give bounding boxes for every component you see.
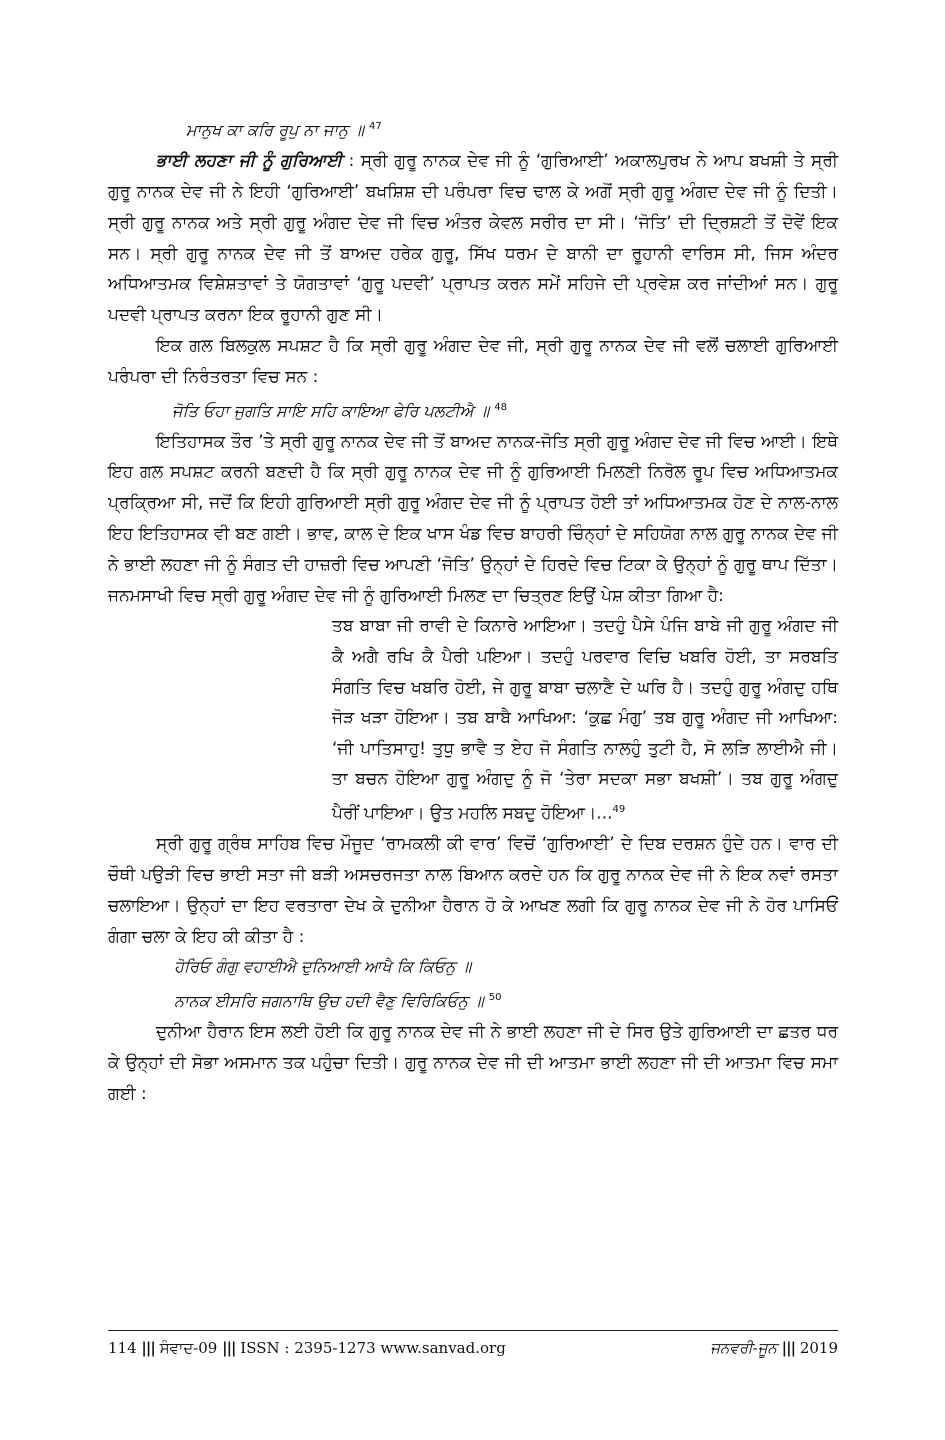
journal-name: ਸੰਵਾਦ-09 [159,1339,218,1357]
verse-text: ਮਾਨੁਖ ਕਾ ਕਰਿ ਰੂਪੁ ਨਾ ਜਾਨੁ ॥ [186,120,364,140]
verse-quote-47 [108,112,838,146]
footnote-ref: 50 [488,992,502,1004]
article-body [108,112,838,1110]
paragraph-guruship [108,146,838,331]
footer-right [710,1339,838,1357]
verse-line-1: ਹੋਰਿਓ ਗੰਗੁ ਵਹਾਈਐ ਦੁਨਿਆਈ ਆਖੈ ਕਿ ਕਿਓਨੁ ॥ [174,957,472,977]
paragraph-ramkali: ਸ੍ਰੀ ਗੁਰੂ ਗ੍ਰੰਥ ਸਾਹਿਬ ਵਿਚ ਮੌਜੂਦ ‘ਰਾਮਕਲੀ ਕੀ ਵਾਰ’ ਵਿਚੋਂ ‘ਗੁਰਿਆਈ’ ਦੇ ਦਿਬ ਦਰਸ਼ਨ ਹੁੰਦੇ ਹਨ। ਵਾਰ ਦੀ ਚੌਥੀ ਪਉੜੀ ਵਿਚ ਭਾਈ ਸਤਾ ਜੀ ਬੜੀ ਅਸਚਰਜਤਾ ਨਾਲ ਬਿਆਨ ਕਰਦੇ ਹਨ ਕਿ ਗੁਰੂ ਨਾਨਕ ਦੇਵ ਜੀ ਨੇ ਇਕ ਨਵਾਂ ਰਸਤਾ ਚਲਾਇਆ। ਉਨ੍ਹਾਂ ਦਾ ਇਹ ਵਰਤਾਰਾ ਦੇਖ ਕੇ ਦੁਨੀਆ ਹੈਰਾਨ ਹੋ ਕੇ ਆਖਣ ਲਗੀ ਕਿ ਗੁਰੂ ਨਾਨਕ ਦੇਵ ਜੀ ਨੇ ਹੋਰ ਪਾਸਿਓਂ ਗੰਗਾ ਚਲਾ ਕੇ ਇਹ ਕੀ ਕੀਤਾ ਹੈ : [108,834,838,947]
footer-divider [108,1330,838,1331]
paragraph-world-amazed: ਦੁਨੀਆ ਹੈਰਾਨ ਇਸ ਲਈ ਹੋਈ ਕਿ ਗੁਰੂ ਨਾਨਕ ਦੇਵ ਜੀ ਨੇ ਭਾਈ ਲਹਣਾ ਜੀ ਦੇ ਸਿਰ ਉਤੇ ਗੁਰਿਆਈ ਦਾ ਛਤਰ ਧਰ ਕੇ ਉਨ੍ਹਾਂ ਦੀ ਸੋਭਾ ਅਸਮਾਨ ਤਕ ਪਹੁੰਚਾ ਦਿਤੀ। ਗੁਰੂ ਨਾਨਕ ਦੇਵ ਜੀ ਦੀ ਆਤਮਾ ਭਾਈ ਲਹਣਾ ਜੀ ਦੀ ਆਤਮਾ ਵਿਚ ਸਮਾ ਗਈ : [108,1022,838,1104]
section-heading-inline: ਭਾਈ ਲਹਣਾ ਜੀ ਨੂੰ ਗੁਰਿਆਈ [156,151,343,172]
block-quote-text [332,611,838,829]
footer-left [108,1339,506,1357]
page-footer [108,1339,838,1357]
footnote-ref: 47 [368,121,382,132]
paragraph-historical: ਇਤਿਹਾਸਕ ਤੌਰ ’ਤੇ ਸ੍ਰੀ ਗੁਰੂ ਨਾਨਕ ਦੇਵ ਜੀ ਤੋਂ ਬਾਅਦ ਨਾਨਕ-ਜੋਤਿ ਸ੍ਰੀ ਗੁਰੂ ਅੰਗਦ ਦੇਵ ਜੀ ਵਿਚ ਆਈ। ਇਥੇ ਇਹ ਗਲ ਸਪਸ਼ਟ ਕਰਨੀ ਬਣਦੀ ਹੈ ਕਿ ਸ੍ਰੀ ਗੁਰੂ ਨਾਨਕ ਦੇਵ ਜੀ ਨੂੰ ਗੁਰਿਆਈ ਮਿਲਣੀ ਨਿਰੋਲ ਰੂਪ ਵਿਚ ਅਧਿਆਤਮਕ ਪ੍ਰਕ੍ਰਿਆ ਸੀ, ਜਦੋਂ ਕਿ ਇਹੀ ਗੁਰਿਆਈ ਸ੍ਰੀ ਗੁਰੂ ਅੰਗਦ ਦੇਵ ਜੀ ਨੂੰ ਪ੍ਰਾਪਤ ਹੋਈ ਤਾਂ ਅਧਿਆਤਮਕ ਹੋਣ ਦੇ ਨਾਲ-ਨਾਲ ਇਹ ਇਤਿਹਾਸਕ ਵੀ ਬਣ ਗਈ। ਭਾਵ, ਕਾਲ ਦੇ ਇਕ ਖਾਸ ਖੰਡ ਵਿਚ ਬਾਹਰੀ ਚਿੰਨ੍ਹਾਂ ਦੇ ਸਹਿਯੋਗ ਨਾਲ ਗੁਰੂ ਨਾਨਕ ਦੇਵ ਜੀ ਨੇ ਭਾਈ ਲਹਣਾ ਜੀ ਨੂੰ ਸੰਗਤ ਦੀ ਹਾਜ਼ਰੀ ਵਿਚ ਆਪਣੀ ‘ਜੋਤਿ’ ਉਨ੍ਹਾਂ ਦੇ ਹਿਰਦੇ ਵਿਚ ਟਿਕਾ ਕੇ ਉਨ੍ਹਾਂ ਨੂੰ ਗੁਰੂ ਥਾਪ ਦਿੱਤਾ। ਜਨਮਸਾਖੀ ਵਿਚ ਸ੍ਰੀ ਗੁਰੂ ਅੰਗਦ ਦੇਵ ਜੀ ਨੂੰ ਗੁਰਿਆਈ ਮਿਲਣ ਦਾ ਚਿਤ੍ਰਣ ਇਉਂ ਪੇਸ਼ ਕੀਤਾ ਗਿਆ ਹੈ: [108,431,838,606]
paragraph-text: : ਸ੍ਰੀ ਗੁਰੂ ਨਾਨਕ ਦੇਵ ਜੀ ਨੂੰ ‘ਗੁਰਿਆਈ’ ਅਕਾਲਪੁਰਖ ਨੇ ਆਪ ਬਖਸ਼ੀ ਤੇ ਸ੍ਰੀ ਗੁਰੂ ਨਾਨਕ ਦੇਵ ਜੀ ਨੇ ਇਹੀ ‘ਗੁਰਿਆਈ’ ਬਖਸ਼ਿਸ਼ ਦੀ ਪਰੰਪਰਾ ਵਿਚ ਢਾਲ ਕੇ ਅਗੋਂ ਸ੍ਰੀ ਗੁਰੂ ਅੰਗਦ ਦੇਵ ਜੀ ਨੂੰ ਦਿਤੀ। ਸ੍ਰੀ ਗੁਰੂ ਨਾਨਕ ਅਤੇ ਸ੍ਰੀ ਗੁਰੂ ਅੰਗਦ ਦੇਵ ਜੀ ਵਿਚ ਅੰਤਰ ਕੇਵਲ ਸਰੀਰ ਦਾ ਸੀ। ‘ਜੋਤਿ’ ਦੀ ਦ੍ਰਿਸ਼ਟੀ ਤੋਂ ਦੋਵੇਂ ਇਕ ਸਨ। ਸ੍ਰੀ ਗੁਰੂ ਨਾਨਕ ਦੇਵ ਜੀ ਤੋਂ ਬਾਅਦ ਹਰੇਕ ਗੁਰੂ, ਸਿੱਖ ਧਰਮ ਦੇ ਬਾਨੀ ਦਾ ਰੂਹਾਨੀ ਵਾਰਿਸ ਸੀ, ਜਿਸ ਅੰਦਰ ਅਧਿਆਤਮਕ ਵਿਸ਼ੇਸ਼ਤਾਵਾਂ ਤੇ ਯੋਗਤਾਵਾਂ ‘ਗੁਰੂ ਪਦਵੀ’ ਪ੍ਰਾਪਤ ਕਰਨ ਸਮੇਂ ਸਹਿਜੇ ਦੀ ਪ੍ਰਵੇਸ਼ ਕਰ ਜਾਂਦੀਆਂ ਸਨ। ਗੁਰੂ ਪਦਵੀ ਪ੍ਰਾਪਤ ਕਰਨਾ ਇਕ ਰੂਹਾਨੀ ਗੁਣ ਸੀ। [108,151,838,326]
verse-text: ਜੋਤਿ ਓਹਾ ਜੁਗਤਿ ਸਾਇ ਸਹਿ ਕਾਇਆ ਫੇਰਿ ਪਲਟੀਐ ॥ [172,400,490,420]
quote-text: ਤਬ ਬਾਬਾ ਜੀ ਰਾਵੀ ਦੇ ਕਿਨਾਰੇ ਆਇਆ। ਤਦਹੁੰ ਪੈਸੇ ਪੰਜਿ ਬਾਬੇ ਜੀ ਗੁਰੂ ਅੰਗਦ ਜੀ ਕੈ ਅਗੈ ਰਖਿ ਕੈ ਪੈਰੀ ਪਇਆ। ਤਦਹੁੰ ਪਰਵਾਰ ਵਿਚਿ ਖਬਰਿ ਹੋਈ, ਤਾ ਸਰਬਤਿ ਸੰਗਤਿ ਵਿਚ ਖਬਰਿ ਹੋਈ, ਜੇ ਗੁਰੂ ਬਾਬਾ ਚਲਾਣੈ ਦੇ ਘਰਿ ਹੈ। ਤਦਹੁੰ ਗੁਰੂ ਅੰਗਦੁ ਹਥਿ ਜੋੜ ਖੜਾ ਹੋਇਆ। ਤਬ ਬਾਬੈ ਆਖਿਆ: ‘ਕੁਛ ਮੰਗੁ’ ਤਬ ਗੁਰੂ ਅੰਗਦ ਜੀ ਆਖਿਆ: ‘ਜੀ ਪਾਤਿਸਾਹੁ! ਤੁਧੁ ਭਾਵੈ ਤ ਏਹ ਜੋ ਸੰਗਤਿ ਨਾਲਹੁੰ ਤੁਟੀ ਹੈ, ਸੋ ਲੜਿ ਲਾਈਐ ਜੀ। ਤਾ ਬਚਨ ਹੋਇਆ ਗੁਰੂ ਅੰਗਦੁ ਨੂੰ ਜੋ ‘ਤੇਰਾ ਸਦਕਾ ਸਭਾ ਬਖਸ਼ੀ’। ਤਬ ਗੁਰੂ ਅੰਗਦੁ ਪੈਰੀਂ ਪਾਇਆ। ਉਤ ਮਹਲਿ ਸਬਦੁ ਹੋਇਆ।... [332,616,838,824]
paragraph-continuity: ਇਕ ਗਲ ਬਿਲਕੁਲ ਸਪਸ਼ਟ ਹੈ ਕਿ ਸ੍ਰੀ ਗੁਰੂ ਅੰਗਦ ਦੇਵ ਜੀ, ਸ੍ਰੀ ਗੁਰੂ ਨਾਨਕ ਦੇਵ ਜੀ ਵਲੋਂ ਚਲਾਈ ਗੁਰਿਆਈ ਪਰੰਪਰਾ ਦੀ ਨਿਰੰਤਰਤਾ ਵਿਚ ਸਨ : [108,335,838,387]
issue-period: ਜਨਵਰੀ-ਜੂਨ [710,1339,777,1357]
janamsakhi-block-quote [332,611,838,829]
footnote-ref: 48 [494,401,507,413]
separator-glyph: ||| [781,1339,796,1357]
page-number: 114 [108,1339,137,1357]
issue-year: 2019 [799,1339,838,1357]
footnote-ref: 49 [612,803,626,815]
separator-glyph: ||| [222,1339,236,1357]
issn-and-website: ISSN : 2395-1273 www.sanvad.org [240,1339,506,1357]
verse-text: ਨਾਨਕ ਈਸਰਿ ਜਗਨਾਥਿ ਉਚ ਹਦੀ ਵੈਣੁ ਵਿਰਿਕਿਓਨੁ ॥ [174,991,484,1011]
verse-line-2 [108,983,838,1017]
verse-quote-48 [108,393,838,427]
separator-glyph: ||| [141,1339,155,1357]
